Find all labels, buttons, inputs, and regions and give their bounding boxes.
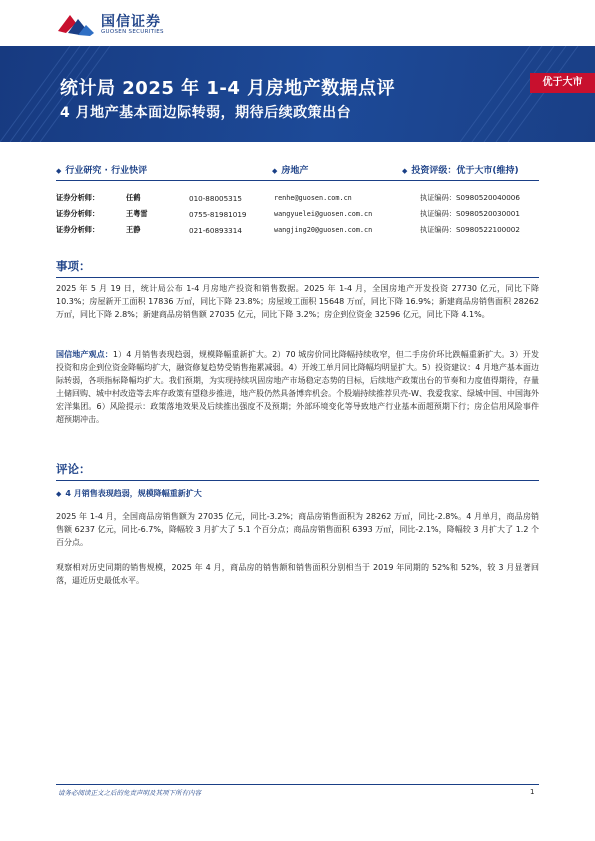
logo-text-en: GUOSEN SECURITIES xyxy=(101,29,164,35)
analyst-table xyxy=(56,190,520,238)
diamond-icon: ◆ xyxy=(272,167,278,175)
analyst-license: 执证编码：S0980520030001 xyxy=(420,209,520,218)
diamond-icon: ◆ xyxy=(402,167,408,175)
view-text: 1）4 月销售表现趋弱，规模降幅重新扩大。2）70 城房价同比降幅持续收窄，但二手房价环比跌幅重新扩大。3）开发投资和房企到位资金降幅均扩大，融资修复趋势受销售拖累减弱。4）开竣工单月同比降幅均明显扩大。5）投资建议：4 月地产基本面边际转弱，各项指标降幅均扩大。我们预期，为实现持续巩固房地产市场稳定态势的目标，后续地产政策出台的节奏和力度值得期待，存量土储回购、城中村改造等去库存政策有望稳步推进，地产股仍然具备博弈机会。个股端持续推荐贝壳-W、我爱我家、绿城中国、中国海外宏洋集团。6）风险提示：政策落地效果及后续推出强度不及预期；外部环境变化等导致地产行业基本面超预期下行；房企信用风险事件超预期冲击。 xyxy=(56,350,539,424)
diamond-icon: ◆ xyxy=(56,167,62,175)
guosen-logo-icon xyxy=(56,11,96,37)
view-paragraph xyxy=(56,348,539,426)
analyst-license: 执证编码：S0980522100002 xyxy=(420,225,520,234)
page-number: 1 xyxy=(530,788,535,796)
comment-paragraph-1: 2025 年 1-4 月，全国商品房销售额为 27035 亿元，同比-3.2%；商品房销售面积为 28262 万㎡，同比-2.8%。4 月单月，商品房销售额 6237 亿元，同比-6.7%，降幅较 3 月扩大了 5.1 个百分点；商品房销售面积 6393 万㎡，同比-2.1%，降幅较 3 月扩大了 1.2 个百分点。 xyxy=(56,512,539,547)
comment-heading: 评论： xyxy=(56,461,539,481)
report-subtitle: 4 月地产基本面边际转弱，期待后续政策出台 xyxy=(60,105,352,121)
diamond-icon: ◆ xyxy=(56,490,62,498)
category-label: 行业研究 · 行业快评 xyxy=(65,166,148,176)
page-header xyxy=(0,0,595,46)
analyst-email[interactable]: wangyuelei@guosen.com.cn xyxy=(274,210,373,218)
analyst-phone: 021-60893314 xyxy=(189,225,242,235)
analyst-name: 王静 xyxy=(126,225,141,234)
analyst-row xyxy=(56,206,520,222)
event-heading: 事项： xyxy=(56,258,539,278)
rating-tag: 优于大市 xyxy=(530,73,595,93)
report-title: 统计局 2025 年 1-4 月房地产数据点评 xyxy=(60,78,396,99)
analyst-row xyxy=(56,190,520,206)
comment-bullet xyxy=(56,488,202,499)
industry-label: 房地产 xyxy=(281,166,309,176)
analyst-role: 证券分析师： xyxy=(56,209,100,218)
analyst-phone: 010-88005315 xyxy=(189,193,242,203)
logo-text-cn: 国信证券 xyxy=(101,14,161,30)
event-paragraph: 2025 年 5 月 19 日，统计局公布 1-4 月房地产投资和销售数据。2025 年 1-4 月，全国房地产开发投资 27730 亿元，同比下降 10.3%；房屋新开工面积 17836 万㎡，同比下降 23.8%；房屋竣工面积 15648 万㎡，同比下降 16.9%；新建商品房销售面积 28262 万㎡，同比下降 2.8%；新建商品房销售额 27035 亿元，同比下降 3.2%；房企到位资金 32596 亿元，同比下降 4.1%。 xyxy=(56,284,539,319)
analyst-license: 执证编码：S0980520040006 xyxy=(420,193,520,202)
analyst-role: 证券分析师： xyxy=(56,193,100,202)
meta-category xyxy=(56,163,147,176)
analyst-role: 证券分析师： xyxy=(56,225,100,234)
analyst-email[interactable]: wangjing20@guosen.com.cn xyxy=(274,226,373,234)
title-banner xyxy=(0,46,595,142)
meta-rating xyxy=(402,163,519,176)
analyst-email[interactable]: renhe@guosen.com.cn xyxy=(274,194,352,202)
view-label: 国信地产观点： xyxy=(56,350,113,359)
analyst-name: 王粤雷 xyxy=(126,209,148,218)
footer-disclaimer: 请务必阅读正文之后的免责声明及其项下所有内容 xyxy=(58,789,201,797)
comment-paragraph-2: 观察相对历史同期的销售规模，2025 年 4 月，商品房的销售额和销售面积分别相当于 2019 年同期的 52%和 52%，较 3 月显著回落，逼近历史最低水平。 xyxy=(56,563,539,585)
analyst-row xyxy=(56,222,520,238)
footer-divider xyxy=(56,784,539,785)
bullet-title: 4 月销售表现趋弱，规模降幅重新扩大 xyxy=(65,489,202,498)
analyst-name: 任鹤 xyxy=(126,193,141,202)
meta-industry xyxy=(272,163,308,176)
divider xyxy=(56,180,539,181)
rating-label: 投资评级：优于大市(维持) xyxy=(411,166,519,176)
analyst-phone: 0755-81981019 xyxy=(189,209,247,219)
